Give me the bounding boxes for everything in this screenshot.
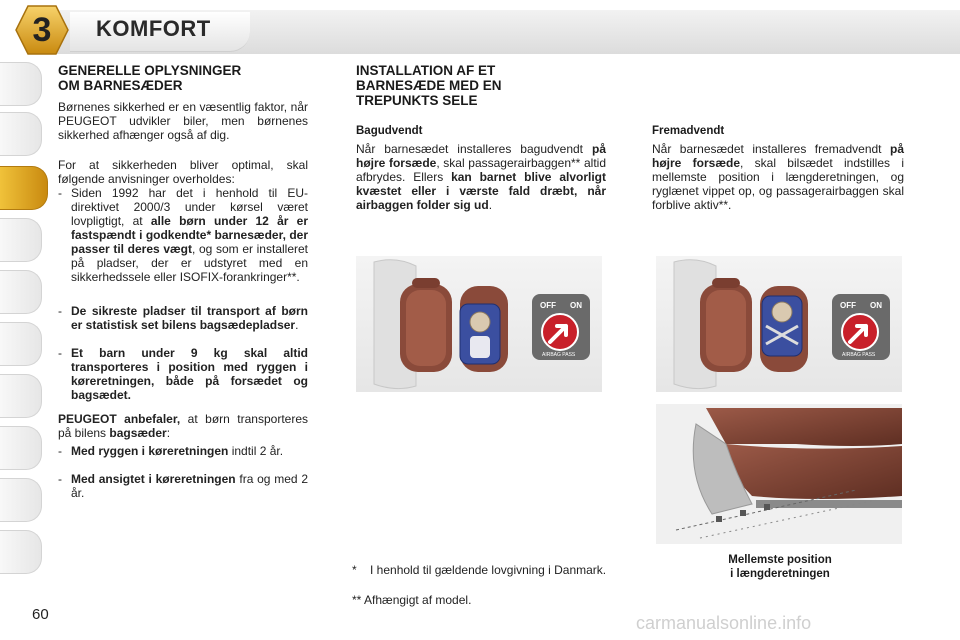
recommend-bold-2: bagsæder	[109, 426, 167, 440]
left-intro-paragraph: Børnenes sikkerhed er en væsentlig faktor, når PEUGEOT udvikler biler, men børnenes sikkerhed afhænger også af dig.	[58, 100, 308, 142]
seat-side-view-illustration	[656, 404, 902, 544]
forward-subheading: Fremadvendt	[652, 125, 725, 137]
recommend-text: at børn transporteres på bilens	[58, 412, 308, 440]
rec-item-1-text: indtil 2 år.	[228, 444, 284, 458]
left-heading-line-1: GENERELLE OPLYSNINGER	[58, 63, 242, 78]
rec-item-1-bold: Med ryggen i køreretningen	[71, 444, 229, 458]
rearward-text-end: .	[488, 198, 493, 212]
driver-seat-icon	[700, 278, 752, 372]
seat-position-caption	[680, 553, 880, 581]
left-heading-line-2: OM BARNESÆDER	[58, 78, 183, 93]
left-instruction-paragraph: For at sikkerheden bliver optimal, skal følgende anvisninger overholdes:	[58, 158, 308, 186]
middle-heading-line-2: BARNESÆDE MED EN	[356, 78, 502, 93]
side-tab-3-active[interactable]	[0, 166, 48, 210]
passenger-seat-child-seat-icon	[460, 286, 508, 372]
chapter-side-tabs	[0, 62, 48, 582]
airbag-on-panel-icon	[832, 294, 890, 360]
rearward-bold: på højre forsæde	[356, 142, 606, 170]
page-number: 60	[32, 606, 49, 623]
footnote-1-text: I henhold til gældende lovgivning i Danmark.	[370, 563, 607, 577]
bullet-1-text-end: , og som er installeret på pladser, der er udstyret med en sikkerhedssele eller ISOFIX-forankringer**.	[71, 242, 308, 284]
chapter-number: 3	[32, 11, 52, 49]
left-rec-item-1: - Med ryggen i køreretningen indtil 2 år.	[58, 444, 284, 458]
airbag-off-label: OFF	[840, 301, 856, 310]
footnote-2: ** Afhængigt af model.	[352, 593, 472, 607]
seat-cushion-icon	[722, 444, 902, 499]
footnote-1-mark: *	[352, 563, 357, 577]
forward-text-end: , skal bilsædet indstilles i mellemste position i længderetningen, og ryglænet vippet op, og passagerairbaggen skal forblive aktiv**.	[652, 156, 904, 212]
side-tab-1[interactable]	[0, 62, 42, 106]
left-bullet-1: - Siden 1992 har det i henhold til EU-direktivet 2000/3 under kørsel været lovpligtigt, at alle børn under 12 år er fastspændt i godkendte* barnesæder, der passer til deres vægt, og som er installeret på pladser, der er udstyret med en sikkerhedssele eller ISOFIX-forankringer**.	[58, 186, 308, 284]
rearward-text-mid: , skal passagerairbaggen** altid afbrydes. Ellers	[356, 156, 607, 184]
bullet-1-text: Siden 1992 har det i henhold til EU-direktivet 2000/3 under kørsel været lovpligtigt, at	[71, 186, 308, 228]
side-tab-8[interactable]	[0, 426, 42, 470]
rearward-subheading: Bagudvendt	[356, 125, 423, 137]
side-tab-10[interactable]	[0, 530, 42, 574]
caption-line-1: Mellemste position	[728, 554, 832, 566]
side-tab-5[interactable]	[0, 270, 42, 314]
seat-backrest-icon	[706, 408, 902, 446]
rec-item-2-text: fra og med 2 år.	[71, 472, 308, 500]
forward-paragraph	[652, 142, 904, 212]
page-title: KOMFORT	[96, 16, 211, 41]
side-tab-2[interactable]	[0, 112, 42, 156]
left-bullet-2: - De sikreste pladser til transport af børn er statistisk set bilens bagsædepladser.	[58, 304, 308, 332]
side-tab-6[interactable]	[0, 322, 42, 366]
middle-heading-line-1: INSTALLATION AF ET	[356, 63, 496, 78]
bullet-1-bold: alle børn under 12 år er fastspændt i godkendte* barnesæder, der passer til deres vægt	[71, 214, 308, 256]
left-rec-item-2: - Med ansigtet i køreretningen fra og med 2 år.	[58, 472, 308, 500]
airbag-off-panel-icon	[532, 294, 590, 360]
side-tab-4[interactable]	[0, 218, 42, 262]
passenger-seat-forward-child-seat-icon	[760, 286, 808, 372]
rearward-paragraph	[356, 142, 606, 212]
forward-seat-illustration	[656, 256, 902, 392]
driver-seat-icon	[400, 278, 452, 372]
left-heading	[58, 63, 318, 93]
middle-heading-line-3: TREPUNKTS SELE	[356, 93, 478, 108]
bullet-2-text-end: .	[295, 318, 299, 332]
rearward-text: Når barnesædet installeres bagudvendt	[356, 142, 592, 156]
middle-heading	[356, 63, 606, 108]
side-tab-9[interactable]	[0, 478, 42, 522]
airbag-on-label: ON	[870, 301, 882, 310]
bullet-2-bold: De sikreste pladser til transport af børn er statistisk set bilens bagsædepladser	[71, 304, 308, 332]
footnote-1	[352, 563, 607, 577]
left-recommendation	[58, 412, 308, 440]
caption-line-2: i længderetningen	[730, 568, 830, 580]
forward-bold: på højre forsæde	[652, 142, 904, 170]
side-tab-7[interactable]	[0, 374, 42, 418]
airbag-on-label: ON	[570, 301, 582, 310]
recommend-end: :	[166, 426, 171, 440]
recommend-bold: PEUGEOT anbefaler,	[58, 412, 181, 426]
bullet-3-bold: Et barn under 9 kg skal altid transporteres i position med ryggen i køreretningen, både på forsædet og bagsædet.	[71, 346, 308, 402]
rearward-warning-bold: kan barnet blive alvorligt kvæstet eller i værste fald dræbt, når airbaggen folder sig ud	[356, 170, 606, 212]
forward-text: Når barnesædet installeres fremadvendt	[652, 142, 890, 156]
rec-item-2-bold: Med ansigtet i køreretningen	[71, 472, 236, 486]
airbag-pass-label: AIRBAG PASS	[842, 352, 876, 358]
rearward-seat-illustration	[356, 256, 602, 392]
left-bullet-3: - Et barn under 9 kg skal altid transporteres i position med ryggen i køreretningen, både på forsædet og bagsædet.	[58, 346, 308, 402]
airbag-pass-label: AIRBAG PASS	[542, 352, 576, 358]
watermark: carmanualsonline.info	[636, 613, 812, 633]
airbag-off-label: OFF	[540, 301, 556, 310]
